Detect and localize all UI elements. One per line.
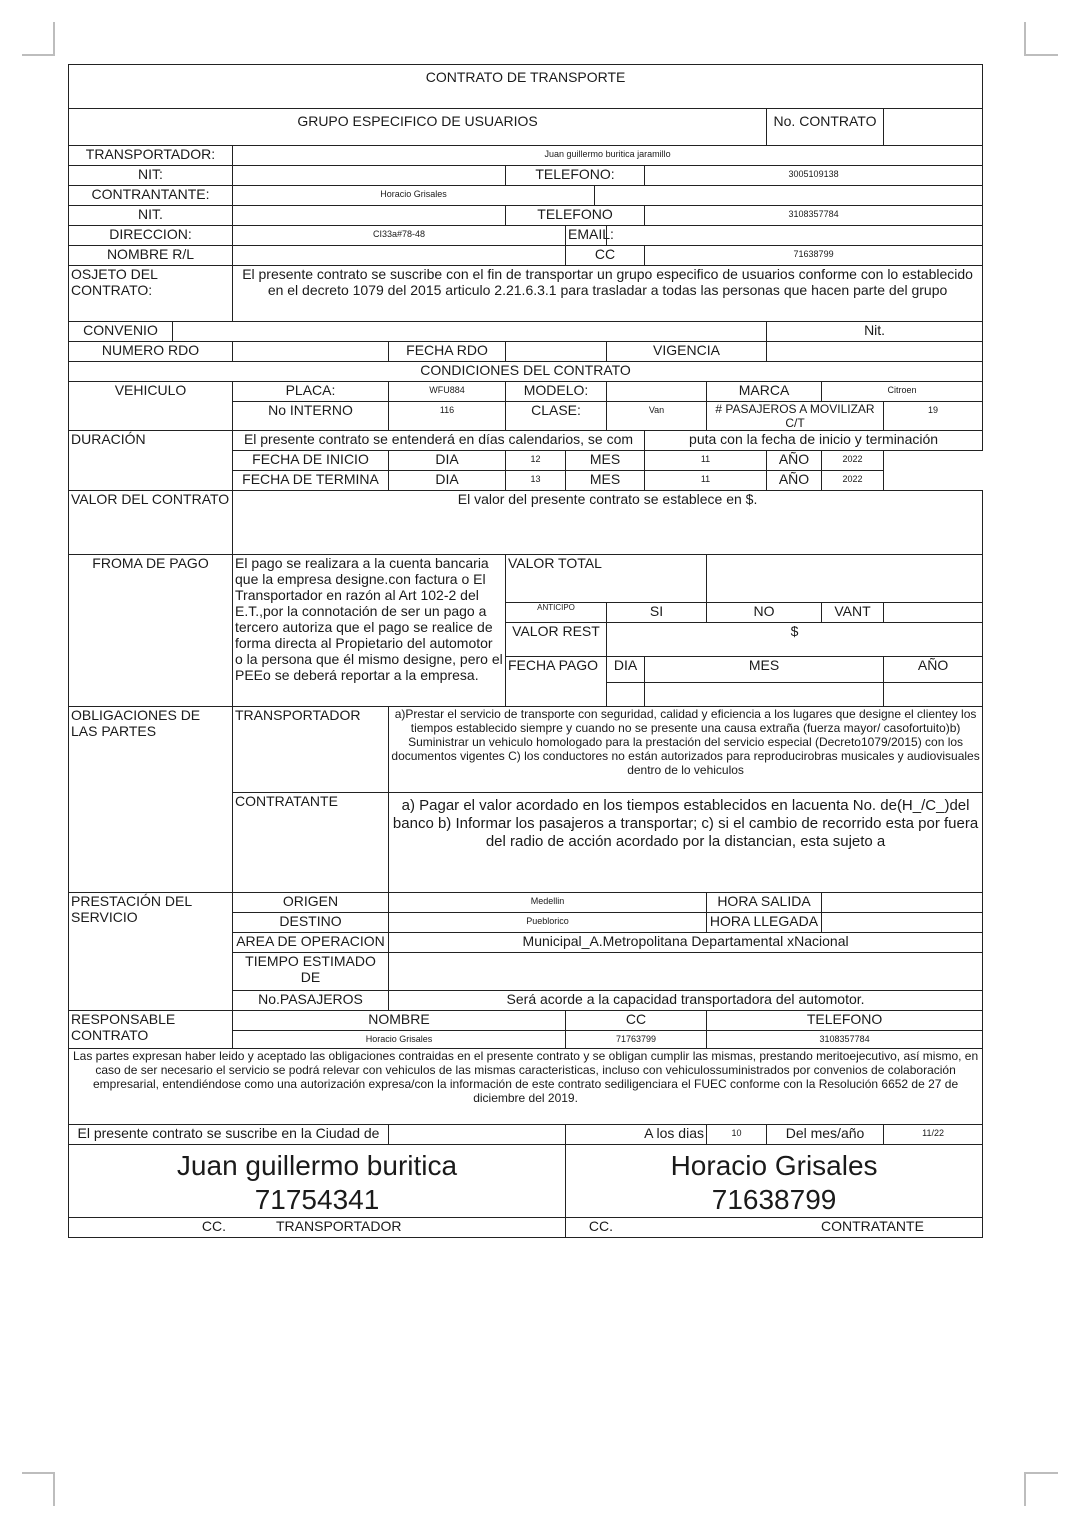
numero-rdo-value[interactable]: [233, 342, 389, 362]
contract-number-value[interactable]: [884, 109, 983, 146]
interno-label: No INTERNO: [233, 402, 389, 431]
crop-mark: [1024, 54, 1058, 56]
oblig-transportador-text: a)Prestar el servicio de transporte con seguridad, calidad y eficiencia a los lugares que designe el clientey los tiempos establecido siempre y cuando no se presente una causa extraña (fuerza mayor/ casofortuito)b) Suministrar un vehiculo homologado para la prestación del servicio especial (Decreto1079/2015) con los documentos vigentes C) los conductores no están autorizados para reproducirobras musicales y audiovisuales dentro de lo vehiculos: [389, 707, 983, 793]
duracion-text-1: El presente contrato se entenderá en días calendarios, se com: [233, 431, 645, 451]
inicio-ano-value[interactable]: 2022: [822, 451, 884, 471]
footer-transportador: [69, 1218, 566, 1238]
tiempo-value[interactable]: [389, 953, 983, 991]
resp-tel-label: TELEFONO: [707, 1011, 983, 1031]
resp-cc-label: CC: [566, 1011, 707, 1031]
cc-foot-1: CC.: [201, 1218, 226, 1234]
telefono-label: TELEFONO:: [506, 166, 645, 186]
termina-dia-value[interactable]: 13: [506, 471, 566, 491]
area-label: AREA DE OPERACION: [233, 933, 389, 953]
transportador-value[interactable]: Juan guillermo buritica jaramillo: [233, 146, 983, 166]
destino-label: DESTINO: [233, 913, 389, 933]
termina-dia-label: DIA: [389, 471, 506, 491]
fecha-termina-label: FECHA DE TERMINA: [233, 471, 389, 491]
contratante-extra: [595, 186, 983, 206]
no-pasajeros-value: Será acorde a la capacidad transportadora del automotor.: [389, 991, 983, 1011]
resp-nombre-label: NOMBRE: [233, 1011, 566, 1031]
sig1-name: Juan guillermo buritica: [176, 1150, 458, 1181]
crop-mark: [53, 22, 55, 56]
vant-value[interactable]: [884, 603, 983, 623]
valor-text: El valor del presente contrato se establece en $.: [233, 491, 983, 555]
dias-value[interactable]: 10: [707, 1125, 767, 1145]
pago-dia-label: DIA: [607, 657, 645, 683]
footer-contratante: [566, 1218, 983, 1238]
hora-salida-value[interactable]: [822, 893, 983, 913]
modelo-label: MODELO:: [506, 382, 607, 402]
duracion-label: DURACIÓN: [69, 431, 233, 491]
telefono-value[interactable]: 3005109138: [645, 166, 983, 186]
cc-label: CC: [566, 246, 645, 266]
inicio-dia-label: DIA: [389, 451, 506, 471]
modelo-value[interactable]: [607, 382, 707, 402]
vehiculo-label: VEHICULO: [69, 382, 233, 431]
valor-rest-value[interactable]: $: [607, 623, 983, 657]
nit2-value[interactable]: [233, 206, 506, 226]
pago-text: El pago se realizara a la cuenta bancaria que la empresa designe.con factura o El Transportador en razón al Art 102-2 del E.T.,por la connotación de ser un pago a tercero autoriza que el pago se realice de forma directa al Propietario del automotor o la persona que él mismo designe, pero el PEEo se deberá reportar a la empresa.: [233, 555, 506, 707]
inicio-ano-label: AÑO: [767, 451, 822, 471]
valor-rest-label: VALOR REST: [506, 623, 607, 657]
si-label[interactable]: SI: [607, 603, 707, 623]
termina-ano-label: AÑO: [767, 471, 822, 491]
crop-mark: [1024, 1472, 1058, 1474]
fecha-pago-label: FECHA PAGO: [506, 657, 607, 707]
origen-label: ORIGEN: [233, 893, 389, 913]
telefono2-value[interactable]: 3108357784: [645, 206, 983, 226]
termina-mes-value[interactable]: 11: [645, 471, 767, 491]
pago-dia-value[interactable]: [607, 683, 645, 707]
hora-llegada-label: HORA LLEGADA: [707, 913, 822, 933]
area-value[interactable]: Municipal_A.Metropolitana Departamental xNacional: [389, 933, 983, 953]
pago-ano-value[interactable]: [884, 683, 983, 707]
pago-label: FROMA DE PAGO: [69, 555, 233, 707]
responsable-label: RESPONSABLE CONTRATO: [69, 1011, 233, 1049]
contract-form: [68, 64, 983, 1238]
contratante-foot: CONTRATANTE: [821, 1218, 924, 1234]
contratante-value[interactable]: Horacio Grisales: [233, 186, 595, 206]
clase-label: CLASE:: [506, 402, 607, 431]
transportador-foot: TRANSPORTADOR: [276, 1218, 402, 1234]
oblig-transportador-label: TRANSPORTADOR: [233, 707, 389, 793]
destino-value[interactable]: Pueblorico: [389, 913, 707, 933]
origen-value[interactable]: Medellin: [389, 893, 707, 913]
oblig-contratante-text: a) Pagar el valor acordado en los tiempos establecidos en lacuenta No. de(H_/C_)del banco b) Informar los pasajeros a transportar; c) si el cambio de recorrido esta por fuera del radio de acción acordado por la distancian, esta sujeto a: [389, 793, 983, 893]
nit3-label: Nit.: [767, 322, 983, 342]
anticipo-label: ANTICIPO: [506, 603, 607, 623]
direccion-label: DIRECCION:: [69, 226, 233, 246]
tiempo-label: TIEMPO ESTIMADO DE: [233, 953, 389, 991]
email-value[interactable]: [607, 226, 983, 246]
fecha-rdo-label: FECHA RDO: [389, 342, 506, 362]
pasajeros-value[interactable]: 19: [884, 402, 983, 431]
legal-text: Las partes expresan haber leido y aceptado las obligaciones contraidas en el presente contrato y se obligan cumplir las mismas, prestando meritoejecutivo, así mismo, en caso de ser necesario el servicio se podrá relevar con vehiculos de las mismas caracteristicas, incluso con vehiculossuministrados por convenios de colaboración empresarial, entendiéndose como una autorización expresa/con la información de este contrato sediligenciara el FUEC conforme con la Resolución 6652 de 27 de diciembre del 2019.: [69, 1049, 983, 1125]
crop-mark: [1024, 22, 1026, 56]
hora-llegada-value[interactable]: [822, 913, 983, 933]
resp-nombre-value[interactable]: Horacio Grisales: [233, 1031, 566, 1049]
telefono2-label: TELEFONO: [506, 206, 645, 226]
objeto-text: El presente contrato se suscribe con el fin de transportar un grupo especifico de usuarios conforme con lo establecido en el decreto 1079 del 2015 articulo 2.21.6.3.1 para trasladar a todas las personas que hacen parte del grupo: [233, 266, 983, 322]
objeto-label: OSJETO DEL CONTRATO:: [69, 266, 233, 322]
sig2-cc: 71638799: [711, 1184, 837, 1215]
crop-mark: [53, 1472, 55, 1506]
cc-value[interactable]: 71638799: [645, 246, 983, 266]
nombre-rl-value[interactable]: [233, 246, 566, 266]
pago-mes-value[interactable]: [645, 683, 884, 707]
inicio-dia-value[interactable]: 12: [506, 451, 566, 471]
mes-ano-label: Del mes/año: [767, 1125, 884, 1145]
numero-rdo-label: NUMERO RDO: [69, 342, 233, 362]
signature-contratante: [566, 1145, 983, 1218]
direccion-value[interactable]: CI33a#78-48: [233, 226, 566, 246]
valor-total-value[interactable]: [707, 555, 983, 603]
marca-value[interactable]: Citroen: [822, 382, 983, 402]
nombre-rl-label: NOMBRE R/L: [69, 246, 233, 266]
crop-mark: [22, 1472, 55, 1474]
transportador-label: TRANSPORTADOR:: [69, 146, 233, 166]
convenio-label: CONVENIO: [69, 322, 173, 342]
placa-label: PLACA:: [233, 382, 389, 402]
clase-value[interactable]: Van: [607, 402, 707, 431]
contratante-label: CONTRANTANTE:: [69, 186, 233, 206]
fecha-inicio-label: FECHA DE INICIO: [233, 451, 389, 471]
nit-value[interactable]: [233, 166, 506, 186]
duracion-text-2: puta con la fecha de inicio y terminación: [645, 431, 983, 451]
inicio-mes-value[interactable]: 11: [645, 451, 767, 471]
cc-foot-2: CC.: [588, 1218, 613, 1234]
ciudad-value[interactable]: [389, 1125, 566, 1145]
placa-value[interactable]: WFU884: [389, 382, 506, 402]
hora-salida-label: HORA SALIDA: [707, 893, 822, 913]
email-label: EMAIL:: [566, 226, 607, 246]
vigencia-value[interactable]: [767, 342, 983, 362]
pago-mes-label: MES: [645, 657, 884, 683]
interno-value[interactable]: 116: [389, 402, 506, 431]
form-title: CONTRATO DE TRANSPORTE: [69, 65, 983, 109]
convenio-value[interactable]: [173, 322, 767, 342]
pago-ano-label: AÑO: [884, 657, 983, 683]
resp-tel-value[interactable]: 3108357784: [707, 1031, 983, 1049]
crop-mark: [1024, 1472, 1026, 1506]
inicio-mes-label: MES: [566, 451, 645, 471]
no-label[interactable]: NO: [707, 603, 822, 623]
crop-mark: [22, 54, 55, 56]
no-pasajeros-label: No.PASAJEROS: [233, 991, 389, 1011]
pasajeros-label: # PASAJEROS A MOVILIZAR C/T: [707, 402, 884, 431]
vant-label: VANT: [822, 603, 884, 623]
mes-ano-value[interactable]: 11/22: [884, 1125, 983, 1145]
contract-document: [68, 64, 982, 1238]
termina-mes-label: MES: [566, 471, 645, 491]
condiciones-heading: CONDICIONES DEL CONTRATO: [69, 362, 983, 382]
prestacion-label: PRESTACIÓN DEL SERVICIO: [69, 893, 233, 1011]
valor-total-label: VALOR TOTAL: [506, 555, 707, 603]
nit-label: NIT:: [69, 166, 233, 186]
vigencia-label: VIGENCIA: [607, 342, 767, 362]
marca-label: MARCA: [707, 382, 822, 402]
valor-label: VALOR DEL CONTRATO: [69, 491, 233, 555]
contract-number-label: No. CONTRATO: [767, 109, 884, 146]
resp-cc-value[interactable]: 71763799: [566, 1031, 707, 1049]
group-heading: GRUPO ESPECIFICO DE USUARIOS: [69, 109, 767, 146]
fecha-rdo-value[interactable]: [506, 342, 607, 362]
sig2-name: Horacio Grisales: [670, 1150, 878, 1181]
a-los-dias-label: A los dias: [566, 1125, 707, 1145]
termina-ano-value[interactable]: 2022: [822, 471, 884, 491]
suscribe-label: El presente contrato se suscribe en la Ciudad de: [69, 1125, 389, 1145]
nit2-label: NIT.: [69, 206, 233, 226]
sig1-cc: 71754341: [254, 1184, 380, 1215]
oblig-contratante-label: CONTRATANTE: [233, 793, 389, 893]
signature-transportador: [69, 1145, 566, 1218]
obligaciones-label: OBLIGACIONES DE LAS PARTES: [69, 707, 233, 893]
